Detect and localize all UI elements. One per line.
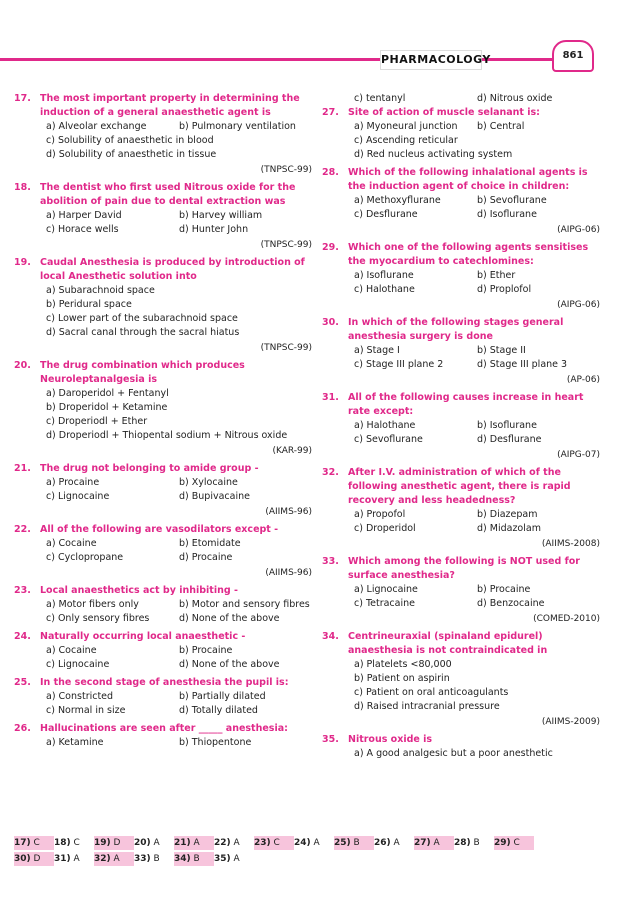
answer-number: 32) <box>94 854 111 864</box>
answer-letter: C <box>33 838 40 848</box>
answer-number: 34) <box>174 854 191 864</box>
answer-number: 26) <box>374 838 391 848</box>
options-list <box>14 736 312 750</box>
option: c) Droperiodl + Ether <box>46 416 148 427</box>
answer-letter: C <box>273 838 280 848</box>
options-list <box>322 194 600 222</box>
options-list <box>322 419 600 447</box>
option: d) Totally dilated <box>179 705 258 716</box>
question-header <box>14 584 312 598</box>
continued-options <box>322 92 600 106</box>
answer-letter: A <box>433 838 440 848</box>
question <box>14 523 312 580</box>
question-source: (AIPG-07) <box>557 450 600 460</box>
question-header <box>322 555 600 583</box>
answer-number: 17) <box>14 838 31 848</box>
option-row <box>354 283 600 297</box>
option: b) Stage II <box>477 345 526 356</box>
question-text: In the second stage of anesthesia the pupil is: <box>40 677 289 688</box>
question-number: 28. <box>322 167 339 178</box>
question-number: 26. <box>14 723 31 734</box>
answer-cell <box>54 836 94 850</box>
option-row <box>46 612 312 626</box>
answer-cell <box>94 836 134 850</box>
answer-cell <box>54 852 94 866</box>
question-text: The dentist who first used Nitrous oxide for the abolition of pain due to dental extraction was <box>40 182 296 207</box>
question <box>322 733 600 761</box>
option: d) Isoflurane <box>477 209 537 220</box>
option-row <box>46 298 312 312</box>
option: d) Desflurane <box>477 434 542 445</box>
answer-number: 28) <box>454 838 471 848</box>
answer-letter: A <box>233 838 240 848</box>
question-number: 20. <box>14 360 31 371</box>
option: b) Sevoflurane <box>477 195 547 206</box>
option-row <box>46 690 312 704</box>
option-row <box>46 551 312 565</box>
option-row <box>354 583 600 597</box>
option-row <box>46 598 312 612</box>
question-number: 23. <box>14 585 31 596</box>
question-source: (AIIMS-96) <box>265 507 312 517</box>
question-header <box>322 391 600 419</box>
option: c) Droperidol <box>354 523 416 534</box>
question-text: Which of the following inhalational agents is the induction agent of choice in children: <box>348 167 588 192</box>
option: d) None of the above <box>179 613 280 624</box>
question-number: 17. <box>14 93 31 104</box>
question-header <box>14 181 312 209</box>
answer-letter: A <box>233 854 240 864</box>
option-row <box>354 269 600 283</box>
answer-cell <box>254 836 294 850</box>
answer-number: 18) <box>54 838 71 848</box>
question <box>14 256 312 355</box>
question-text: Naturally occurring local anaesthetic - <box>40 631 246 642</box>
option-row <box>46 387 312 401</box>
option: b) Pulmonary ventilation <box>179 121 296 132</box>
answer-letter: A <box>193 838 200 848</box>
question-text: Nitrous oxide is <box>348 734 433 745</box>
question-number: 25. <box>14 677 31 688</box>
question-text: Hallucinations are seen after _____ anesthesia: <box>40 723 288 734</box>
question-header <box>14 630 312 644</box>
answer-number: 23) <box>254 838 271 848</box>
question-text: All of the following causes increase in heart rate except: <box>348 392 584 417</box>
question-text: Which among the following is NOT used for surface anesthesia? <box>348 556 580 581</box>
option: b) Harvey william <box>179 210 263 221</box>
option: a) A good analgesic but a poor anesthetic <box>354 748 553 759</box>
question-source: (KAR-99) <box>272 446 312 456</box>
option-row <box>354 672 600 686</box>
question-source: (AIIMS-2008) <box>541 539 600 549</box>
option-row <box>354 208 600 222</box>
answer-row <box>14 836 614 850</box>
answer-key <box>14 836 614 868</box>
question-source: (TNPSC-99) <box>260 165 312 175</box>
option-row <box>354 358 600 372</box>
question-source: (AIPG-06) <box>557 225 600 235</box>
answer-cell <box>294 836 334 850</box>
question <box>14 92 312 177</box>
options-list <box>14 598 312 626</box>
question-header <box>14 359 312 387</box>
question-text: In which of the following stages general anesthesia surgery is done <box>348 317 564 342</box>
question-source: (AIPG-06) <box>557 300 600 310</box>
options-list <box>322 120 600 162</box>
question-number: 30. <box>322 317 339 328</box>
answer-number: 31) <box>54 854 71 864</box>
option-row <box>46 284 312 298</box>
option-row <box>46 537 312 551</box>
option: b) Etomidate <box>179 538 241 549</box>
option: b) Xylocaine <box>179 477 238 488</box>
answer-row <box>14 852 614 866</box>
option: d) None of the above <box>179 659 280 670</box>
option: b) Diazepam <box>477 509 538 520</box>
answer-letter: A <box>113 854 120 864</box>
question-number: 33. <box>322 556 339 567</box>
question-number: 29. <box>322 242 339 253</box>
question <box>322 630 600 729</box>
option: d) Benzocaine <box>477 598 545 609</box>
option: b) Central <box>477 121 525 132</box>
answer-cell <box>134 836 174 850</box>
option: c) Sevoflurane <box>354 434 423 445</box>
option: a) Stage I <box>354 345 400 356</box>
option: c) Halothane <box>354 284 415 295</box>
answer-letter: A <box>313 838 320 848</box>
option: b) Procaine <box>477 584 531 595</box>
answer-number: 24) <box>294 838 311 848</box>
answer-cell <box>214 852 254 866</box>
question-source: (COMED-2010) <box>533 614 600 624</box>
answer-letter: B <box>193 854 200 864</box>
question-number: 32. <box>322 467 339 478</box>
question-source: (AIIMS-96) <box>265 568 312 578</box>
option: c) Ascending reticular <box>354 135 458 146</box>
question <box>14 722 312 750</box>
answer-letter: D <box>113 838 121 848</box>
answer-cell <box>494 836 534 850</box>
option: a) Cocaine <box>46 645 97 656</box>
option: a) Halothane <box>354 420 416 431</box>
option-row <box>46 429 312 443</box>
question-number: 18. <box>14 182 31 193</box>
option-row <box>354 148 600 162</box>
option: a) Isoflurane <box>354 270 414 281</box>
option: b) Isoflurane <box>477 420 537 431</box>
option: b) Patient on aspirin <box>354 673 450 684</box>
options-list <box>322 344 600 372</box>
option-row <box>46 120 312 134</box>
options-list <box>14 476 312 504</box>
option: c) Lignocaine <box>46 491 110 502</box>
question-source: (AP-06) <box>566 375 600 385</box>
question-text: The most important property in determining the induction of a general anaesthetic agent is <box>40 93 300 118</box>
question <box>322 241 600 312</box>
option-row <box>354 522 600 536</box>
option: a) Lignocaine <box>354 584 418 595</box>
option: a) Motor fibers only <box>46 599 139 610</box>
question-header <box>14 92 312 120</box>
option: a) Cocaine <box>46 538 97 549</box>
answer-letter: C <box>513 838 520 848</box>
question <box>14 181 312 252</box>
option: b) Thiopentone <box>179 737 252 748</box>
option: a) Alveolar exchange <box>46 121 147 132</box>
question-number: 24. <box>14 631 31 642</box>
option: d) Raised intracranial pressure <box>354 701 500 712</box>
option: c) Horace wells <box>46 224 119 235</box>
option: b) Procaine <box>179 645 233 656</box>
option-row <box>354 419 600 433</box>
question-text: Site of action of muscle selanant is: <box>348 107 540 118</box>
option: b) Peridural space <box>46 299 132 310</box>
option: a) Daroperidol + Fentanyl <box>46 388 169 399</box>
option: b) Droperidol + Ketamine <box>46 402 168 413</box>
option: d) Midazolam <box>477 523 541 534</box>
option-row <box>46 415 312 429</box>
answer-letter: B <box>153 854 160 864</box>
options-list <box>322 583 600 611</box>
answer-number: 19) <box>94 838 111 848</box>
option: d) Nitrous oxide <box>477 93 553 104</box>
options-list <box>14 690 312 718</box>
question <box>322 466 600 551</box>
answer-cell <box>94 852 134 866</box>
option: a) Platelets <80,000 <box>354 659 452 670</box>
option: b) Ether <box>477 270 516 281</box>
question-text: Caudal Anesthesia is produced by introduction of local Anesthetic solution into <box>40 257 305 282</box>
option: a) Ketamine <box>46 737 104 748</box>
option-row <box>354 597 600 611</box>
left-column <box>14 92 312 754</box>
answer-letter: A <box>153 838 160 848</box>
answer-letter: C <box>73 838 80 848</box>
right-column <box>322 92 600 765</box>
option-row <box>46 134 312 148</box>
option: d) Red nucleus activating system <box>354 149 513 160</box>
option: d) Sacral canal through the sacral hiatus <box>46 327 240 338</box>
answer-letter: A <box>393 838 400 848</box>
question-header <box>322 166 600 194</box>
option: d) Procaine <box>179 552 233 563</box>
option: c) Tetracaine <box>354 598 415 609</box>
question-text: The drug combination which produces Neuroleptanalgesia is <box>40 360 245 385</box>
option: d) Bupivacaine <box>179 491 250 502</box>
options-list <box>322 747 600 761</box>
answer-cell <box>134 852 174 866</box>
options-list <box>14 387 312 443</box>
question-header <box>14 256 312 284</box>
question <box>322 316 600 387</box>
answer-cell <box>454 836 494 850</box>
answer-number: 20) <box>134 838 151 848</box>
question <box>14 584 312 626</box>
option-row <box>46 490 312 504</box>
options-list <box>14 209 312 237</box>
option-row <box>46 401 312 415</box>
option-row <box>46 658 312 672</box>
question-text: Local anaesthetics act by inhibiting - <box>40 585 238 596</box>
question <box>14 359 312 458</box>
answer-number: 29) <box>494 838 511 848</box>
question-header <box>322 466 600 508</box>
question <box>14 462 312 519</box>
question-number: 21. <box>14 463 31 474</box>
answer-cell <box>414 836 454 850</box>
option: a) Procaine <box>46 477 100 488</box>
option-row <box>46 644 312 658</box>
options-list <box>14 537 312 565</box>
question-source: (TNPSC-99) <box>260 343 312 353</box>
question-number: 34. <box>322 631 339 642</box>
options-list <box>322 269 600 297</box>
question-header <box>322 630 600 658</box>
option-row <box>354 194 600 208</box>
options-list <box>322 658 600 714</box>
option: b) Partially dilated <box>179 691 266 702</box>
option-row <box>354 120 600 134</box>
option: a) Methoxyflurane <box>354 195 441 206</box>
options-list <box>14 120 312 162</box>
option-row <box>354 508 600 522</box>
option: c) Normal in size <box>46 705 126 716</box>
option: d) Proplofol <box>477 284 532 295</box>
option-row <box>46 148 312 162</box>
section-title: PHARMACOLOGY <box>380 50 482 70</box>
question-header <box>322 733 600 747</box>
option: d) Stage III plane 3 <box>477 359 568 370</box>
option-row <box>354 658 600 672</box>
answer-letter: B <box>353 838 360 848</box>
answer-cell <box>214 836 254 850</box>
question-number: 27. <box>322 107 339 118</box>
answer-number: 25) <box>334 838 351 848</box>
option-row <box>354 686 600 700</box>
question <box>322 555 600 626</box>
question-header <box>14 523 312 537</box>
option: d) Hunter John <box>179 224 249 235</box>
options-list <box>322 508 600 536</box>
option: c) Lower part of the subarachnoid space <box>46 313 238 324</box>
answer-cell <box>374 836 414 850</box>
question-text: After I.V. administration of which of the following anesthetic agent, there is rapid recovery and less headedness? <box>348 467 571 506</box>
answer-number: 27) <box>414 838 431 848</box>
option: d) Solubility of anaesthetic in tissue <box>46 149 217 160</box>
answer-cell <box>334 836 374 850</box>
question-source: (TNPSC-99) <box>260 240 312 250</box>
options-list <box>14 284 312 340</box>
option: c) Only sensory fibres <box>46 613 150 624</box>
option: a) Myoneural junction <box>354 121 458 132</box>
option-row <box>354 433 600 447</box>
question-header <box>322 106 600 120</box>
question-text: The drug not belonging to amide group - <box>40 463 259 474</box>
option: c) tentanyl <box>354 93 406 104</box>
question <box>322 391 600 462</box>
answer-letter: D <box>33 854 41 864</box>
option: a) Propofol <box>354 509 406 520</box>
question <box>14 676 312 718</box>
answer-cell <box>14 836 54 850</box>
option-row <box>354 134 600 148</box>
option: a) Subarachnoid space <box>46 285 155 296</box>
answer-number: 22) <box>214 838 231 848</box>
options-list <box>322 92 600 106</box>
question-header <box>14 722 312 736</box>
question-number: 22. <box>14 524 31 535</box>
question-text: Which one of the following agents sensitises the myocardium to catechlomines: <box>348 242 589 267</box>
answer-letter: B <box>473 838 480 848</box>
option-row <box>46 736 312 750</box>
answer-number: 21) <box>174 838 191 848</box>
option-row <box>354 747 600 761</box>
page-header <box>0 0 638 80</box>
option: b) Motor and sensory fibres <box>179 599 310 610</box>
option: c) Lignocaine <box>46 659 110 670</box>
option: c) Solubility of anaesthetic in blood <box>46 135 214 146</box>
question <box>322 166 600 237</box>
answer-cell <box>174 852 214 866</box>
question-number: 19. <box>14 257 31 268</box>
question <box>14 630 312 672</box>
option-row <box>46 704 312 718</box>
options-list <box>14 644 312 672</box>
question-number: 31. <box>322 392 339 403</box>
question-header <box>14 462 312 476</box>
option: c) Patient on oral anticoagulants <box>354 687 509 698</box>
question-number: 35. <box>322 734 339 745</box>
option: c) Cyclopropane <box>46 552 124 563</box>
question-source: (AIIMS-2009) <box>541 717 600 727</box>
option: c) Stage III plane 2 <box>354 359 444 370</box>
question-text: Centrineuraxial (spinaland epidurel) anaesthesia is not contraindicated in <box>348 631 548 656</box>
option-row <box>354 92 600 106</box>
answer-number: 33) <box>134 854 151 864</box>
option: a) Harper David <box>46 210 122 221</box>
option-row <box>354 344 600 358</box>
question-header <box>322 316 600 344</box>
answer-number: 30) <box>14 854 31 864</box>
question-text: All of the following are vasodilators except - <box>40 524 279 535</box>
question-header <box>14 676 312 690</box>
option-row <box>46 312 312 326</box>
option-row <box>46 209 312 223</box>
option-row <box>46 223 312 237</box>
option-row <box>354 700 600 714</box>
question <box>322 106 600 162</box>
option: c) Desflurane <box>354 209 418 220</box>
option: a) Constricted <box>46 691 114 702</box>
question-header <box>322 241 600 269</box>
answer-number: 35) <box>214 854 231 864</box>
page-number: 861 <box>552 40 594 72</box>
option: d) Droperiodl + Thiopental sodium + Nitrous oxide <box>46 430 288 441</box>
answer-cell <box>14 852 54 866</box>
option-row <box>46 476 312 490</box>
answer-letter: A <box>73 854 80 864</box>
option-row <box>46 326 312 340</box>
answer-cell <box>174 836 214 850</box>
